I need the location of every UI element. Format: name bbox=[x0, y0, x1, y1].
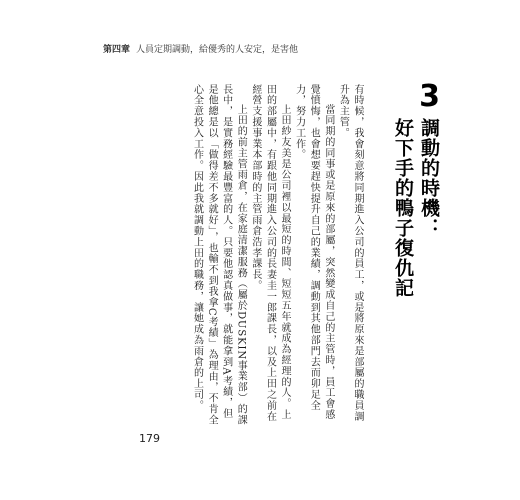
section-title-line-2: 好下手的鴨子復仇記 bbox=[392, 118, 414, 298]
paragraph: 有時候，我會刻意將同期進入公司的員工，或是將原來是部屬的職員調升為主管。 bbox=[337, 84, 363, 422]
section-heading bbox=[370, 79, 442, 352]
section-number: 3 bbox=[419, 79, 440, 114]
chapter-title: 人員定期調動，給優秀的人安定，是害他 bbox=[136, 45, 299, 55]
paragraph: 上田的前主管雨倉，在家庭清潔服務（屬於DUSKIN事業部）的課長中，是實務經驗最豐富的人。只要他認真做事，就能拿到A考績，但是他總是以「做得差不多就好」，也輸不到我拿C考績」為理由，不肯全心全意投入工作。因此我就調動上田的職務，讓她成為雨倉的上司。 bbox=[191, 84, 247, 426]
body-text bbox=[136, 84, 364, 429]
chapter-label: 第四章 bbox=[103, 45, 131, 55]
running-header bbox=[103, 42, 298, 55]
section-title-line-1: 調動的時機： bbox=[418, 118, 440, 238]
section-title bbox=[390, 118, 442, 298]
page-number: 179 bbox=[139, 432, 160, 445]
paragraph: 上田紗友美是公司裡以最短的時間、短短五年就成為經理的人。上田的部屬中，有跟他同期進入公司的長妻圭一郎課長，以及上田之前在經營支援事業本部時的主管雨倉浩孝課長。 bbox=[249, 84, 291, 422]
paragraph: 當同期的同事或是原來的部屬，突然變成自己的主管時，員工會感覺憤悔，也會想要趕快提升自己的業績，調動到其他部門去而卯足全力，努力工作。 bbox=[293, 84, 334, 421]
